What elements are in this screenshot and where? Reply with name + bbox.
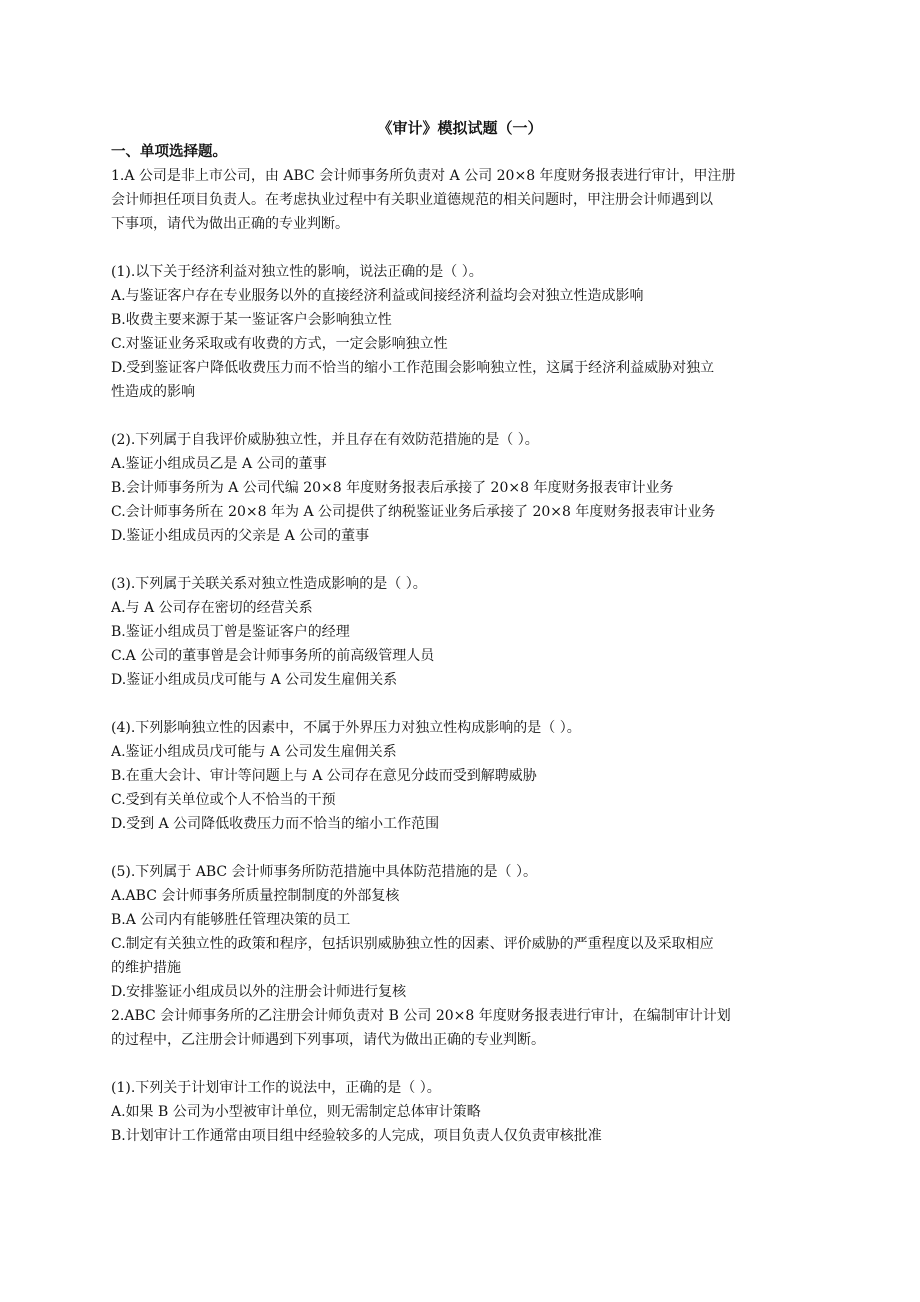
stem-line: 2.ABC 会计师事务所的乙注册会计师负责对 B 公司 20×8 年度财务报表进行审计，在编制审计计划 <box>111 1008 731 1024</box>
option-c: C.对鉴证业务采取或有收费的方式，一定会影响独立性 <box>111 336 448 352</box>
option-c: C.A 公司的董事曾是会计师事务所的前高级管理人员 <box>111 648 435 664</box>
sub-question-text: (5).下列属于 ABC 会计师事务所防范措施中具体防范措施的是（ ）。 <box>111 864 538 880</box>
option-d: D.鉴证小组成员丙的父亲是 A 公司的董事 <box>111 528 370 544</box>
option-a: A.鉴证小组成员戊可能与 A 公司发生雇佣关系 <box>111 744 397 760</box>
option-b: B.收费主要来源于某一鉴证客户会影响独立性 <box>111 312 392 328</box>
option-b: B.会计师事务所为 A 公司代编 20×8 年度财务报表后承接了 20×8 年度财务报表审计业务 <box>111 480 674 496</box>
sub-question-1-4 <box>111 716 819 836</box>
option-a: A.如果 B 公司为小型被审计单位，则无需制定总体审计策略 <box>111 1104 481 1120</box>
option-d: D.安排鉴证小组成员以外的注册会计师进行复核 <box>111 984 407 1000</box>
option-c: C.会计师事务所在 20×8 年为 A 公司提供了纳税鉴证业务后承接了 20×8 年度财务报表审计业务 <box>111 504 716 520</box>
option-b: B.在重大会计、审计等问题上与 A 公司存在意见分歧而受到解聘威胁 <box>111 768 537 784</box>
option-c-continued: 的维护措施 <box>111 960 181 976</box>
blank-line <box>111 692 819 716</box>
question-2-stem <box>111 1004 819 1052</box>
option-d: D.受到 A 公司降低收费压力而不恰当的缩小工作范围 <box>111 816 440 832</box>
stem-line: 1.A 公司是非上市公司，由 ABC 会计师事务所负责对 A 公司 20×8 年度财务报表进行审计，甲注册 <box>111 168 736 184</box>
option-d: D.受到鉴证客户降低收费压力而不恰当的缩小工作范围会影响独立性，这属于经济利益威胁对独立 <box>111 360 715 376</box>
option-a: A.ABC 会计师事务所质量控制制度的外部复核 <box>111 888 400 904</box>
sub-question-text: (1).下列关于计划审计工作的说法中，正确的是（ ）。 <box>111 1080 441 1096</box>
option-c: C.制定有关独立性的政策和程序，包括识别威胁独立性的因素、评价威胁的严重程度以及采取相应 <box>111 936 714 952</box>
stem-line: 的过程中，乙注册会计师遇到下列事项，请代为做出正确的专业判断。 <box>111 1032 545 1048</box>
question-1-stem <box>111 164 819 236</box>
option-d: D.鉴证小组成员戊可能与 A 公司发生雇佣关系 <box>111 672 398 688</box>
option-b: B.A 公司内有能够胜任管理决策的员工 <box>111 912 351 928</box>
sub-question-1-3 <box>111 572 819 692</box>
sub-question-1-1 <box>111 260 819 404</box>
stem-line: 下事项，请代为做出正确的专业判断。 <box>111 216 349 232</box>
sub-question-text: (2).下列属于自我评价威胁独立性，并且存在有效防范措施的是（ ）。 <box>111 432 539 448</box>
sub-question-1-5 <box>111 860 819 1004</box>
option-b: B.鉴证小组成员丁曾是鉴证客户的经理 <box>111 624 350 640</box>
document-body <box>111 140 819 1148</box>
blank-line <box>111 404 819 428</box>
section-heading: 一、单项选择题。 <box>111 144 227 160</box>
option-a: A.与 A 公司存在密切的经营关系 <box>111 600 313 616</box>
sub-question-1-2 <box>111 428 819 548</box>
option-b: B.计划审计工作通常由项目组中经验较多的人完成，项目负责人仅负责审核批准 <box>111 1128 602 1144</box>
sub-question-text: (4).下列影响独立性的因素中，不属于外界压力对独立性构成影响的是（ ）。 <box>111 720 581 736</box>
sub-question-text: (1).以下关于经济利益对独立性的影响，说法正确的是（ ）。 <box>111 264 483 280</box>
option-a: A.与鉴证客户存在专业服务以外的直接经济利益或间接经济利益均会对独立性造成影响 <box>111 288 644 304</box>
option-c: C.受到有关单位或个人不恰当的干预 <box>111 792 336 808</box>
blank-line <box>111 1052 819 1076</box>
blank-line <box>111 236 819 260</box>
document-title: 《审计》模拟试题（一） <box>377 119 543 137</box>
option-a: A.鉴证小组成员乙是 A 公司的董事 <box>111 456 327 472</box>
sub-question-text: (3).下列属于关联关系对独立性造成影响的是（ ）。 <box>111 576 427 592</box>
blank-line <box>111 548 819 572</box>
stem-line: 会计师担任项目负责人。在考虑执业过程中有关职业道德规范的相关问题时，甲注册会计师遇到以 <box>111 192 713 208</box>
sub-question-2-1 <box>111 1076 819 1148</box>
option-d-continued: 性造成的影响 <box>111 384 195 400</box>
blank-line <box>111 836 819 860</box>
